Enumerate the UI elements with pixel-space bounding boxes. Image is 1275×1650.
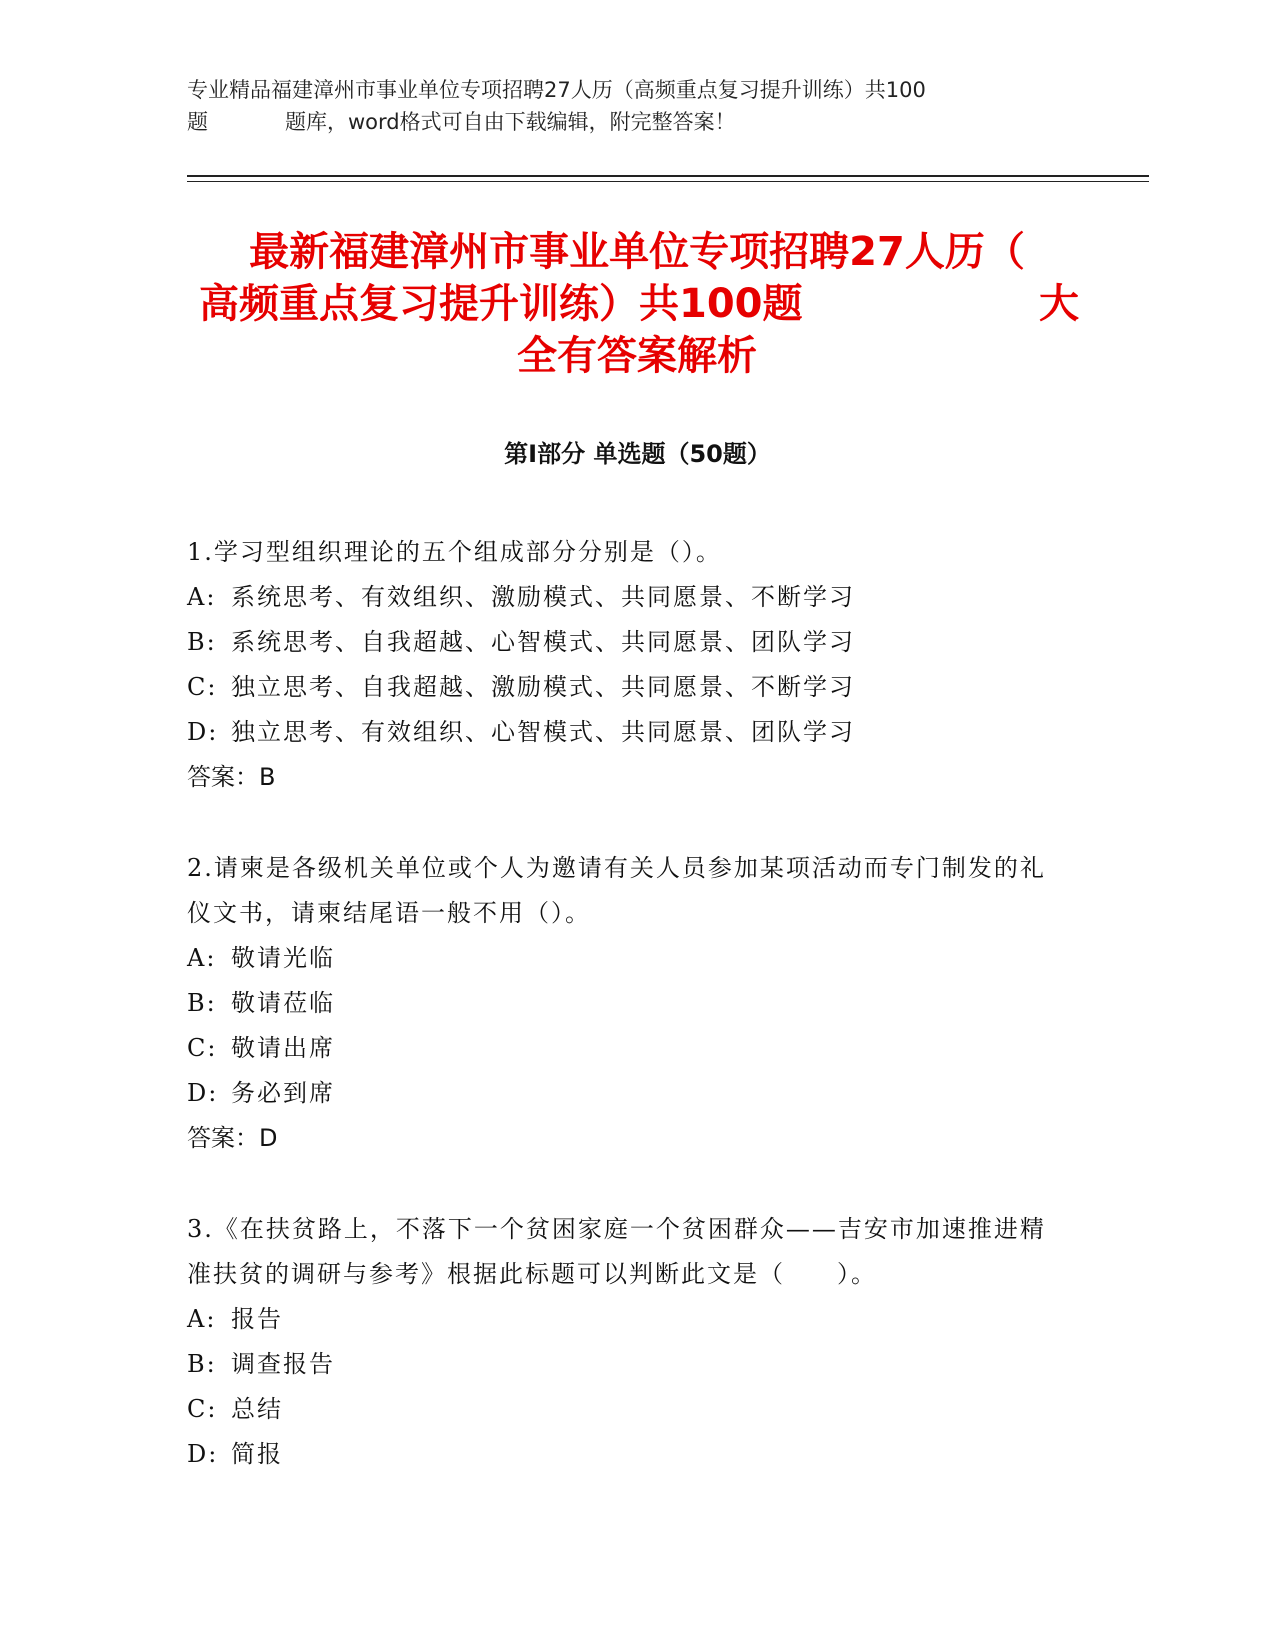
option-d — [187, 710, 1067, 755]
answer: 答案：B — [187, 763, 276, 791]
option-letter: B: — [187, 989, 217, 1017]
option-a — [187, 1297, 1067, 1342]
option-text: 敬请出席 — [231, 1034, 335, 1062]
option-letter: A: — [187, 944, 217, 972]
header-note-line2-lead: 题 — [187, 110, 208, 134]
option-letter: D: — [187, 1440, 219, 1468]
question-list — [187, 530, 1067, 1523]
option-c — [187, 1387, 1067, 1432]
option-text: 独立思考、自我超越、激励模式、共同愿景、不断学习 — [231, 673, 855, 701]
option-b — [187, 981, 1067, 1026]
header-note-line1: 专业精品福建漳州市事业单位专项招聘27人历（高频重点复习提升训练）共100 — [187, 78, 926, 102]
option-text: 简报 — [231, 1440, 283, 1468]
question-3 — [187, 1207, 1067, 1477]
option-text: 务必到席 — [231, 1079, 335, 1107]
option-d — [187, 1432, 1067, 1477]
document-title — [187, 226, 1087, 382]
option-d — [187, 1071, 1067, 1116]
option-a — [187, 936, 1067, 981]
option-text: 系统思考、有效组织、激励模式、共同愿景、不断学习 — [231, 583, 855, 611]
header-divider-thin — [187, 181, 1149, 182]
option-text: 调查报告 — [231, 1350, 335, 1378]
option-a — [187, 575, 1067, 620]
option-b — [187, 1342, 1067, 1387]
title-line3: 全有答案解析 — [517, 333, 757, 379]
option-text: 总结 — [231, 1395, 283, 1423]
title-line2 — [187, 278, 1087, 330]
section-heading: 第Ⅰ部分 单选题（50题） — [504, 440, 771, 468]
header-note-line2 — [187, 106, 1087, 138]
question-stem: 3.《在扶贫路上，不落下一个贫困家庭一个贫困群众——吉安市加速推进精准扶贫的调研与参考》根据此标题可以判断此文是（ ）。 — [187, 1215, 1046, 1288]
question-1 — [187, 530, 1067, 800]
header-divider-thick — [187, 175, 1149, 177]
option-text: 敬请莅临 — [231, 989, 335, 1017]
question-stem: 1.学习型组织理论的五个组成部分分别是（）。 — [187, 538, 722, 566]
option-letter: B: — [187, 628, 217, 656]
option-text: 敬请光临 — [231, 944, 335, 972]
option-text: 系统思考、自我超越、心智模式、共同愿景、团队学习 — [231, 628, 855, 656]
title-line1: 最新福建漳州市事业单位专项招聘27人历（ — [249, 229, 1025, 275]
option-letter: A: — [187, 1305, 217, 1333]
option-letter: D: — [187, 718, 219, 746]
title-line2-left: 高频重点复习提升训练）共100题 — [199, 281, 803, 327]
header-note-line2-rest: 题库，word格式可自由下载编辑，附完整答案！ — [285, 110, 736, 134]
option-letter: A: — [187, 583, 217, 611]
question-2 — [187, 846, 1067, 1161]
option-c — [187, 665, 1067, 710]
header-note — [187, 74, 1087, 138]
option-text: 报告 — [231, 1305, 283, 1333]
option-text: 独立思考、有效组织、心智模式、共同愿景、团队学习 — [231, 718, 855, 746]
option-letter: C: — [187, 1395, 218, 1423]
option-letter: C: — [187, 673, 218, 701]
option-letter: C: — [187, 1034, 218, 1062]
title-line2-right: 大 — [1039, 281, 1079, 327]
option-c — [187, 1026, 1067, 1071]
option-b — [187, 620, 1067, 665]
option-letter: D: — [187, 1079, 219, 1107]
question-stem: 2.请柬是各级机关单位或个人为邀请有关人员参加某项活动而专门制发的礼仪文书，请柬结尾语一般不用（）。 — [187, 854, 1046, 927]
answer: 答案：D — [187, 1124, 278, 1152]
option-letter: B: — [187, 1350, 217, 1378]
